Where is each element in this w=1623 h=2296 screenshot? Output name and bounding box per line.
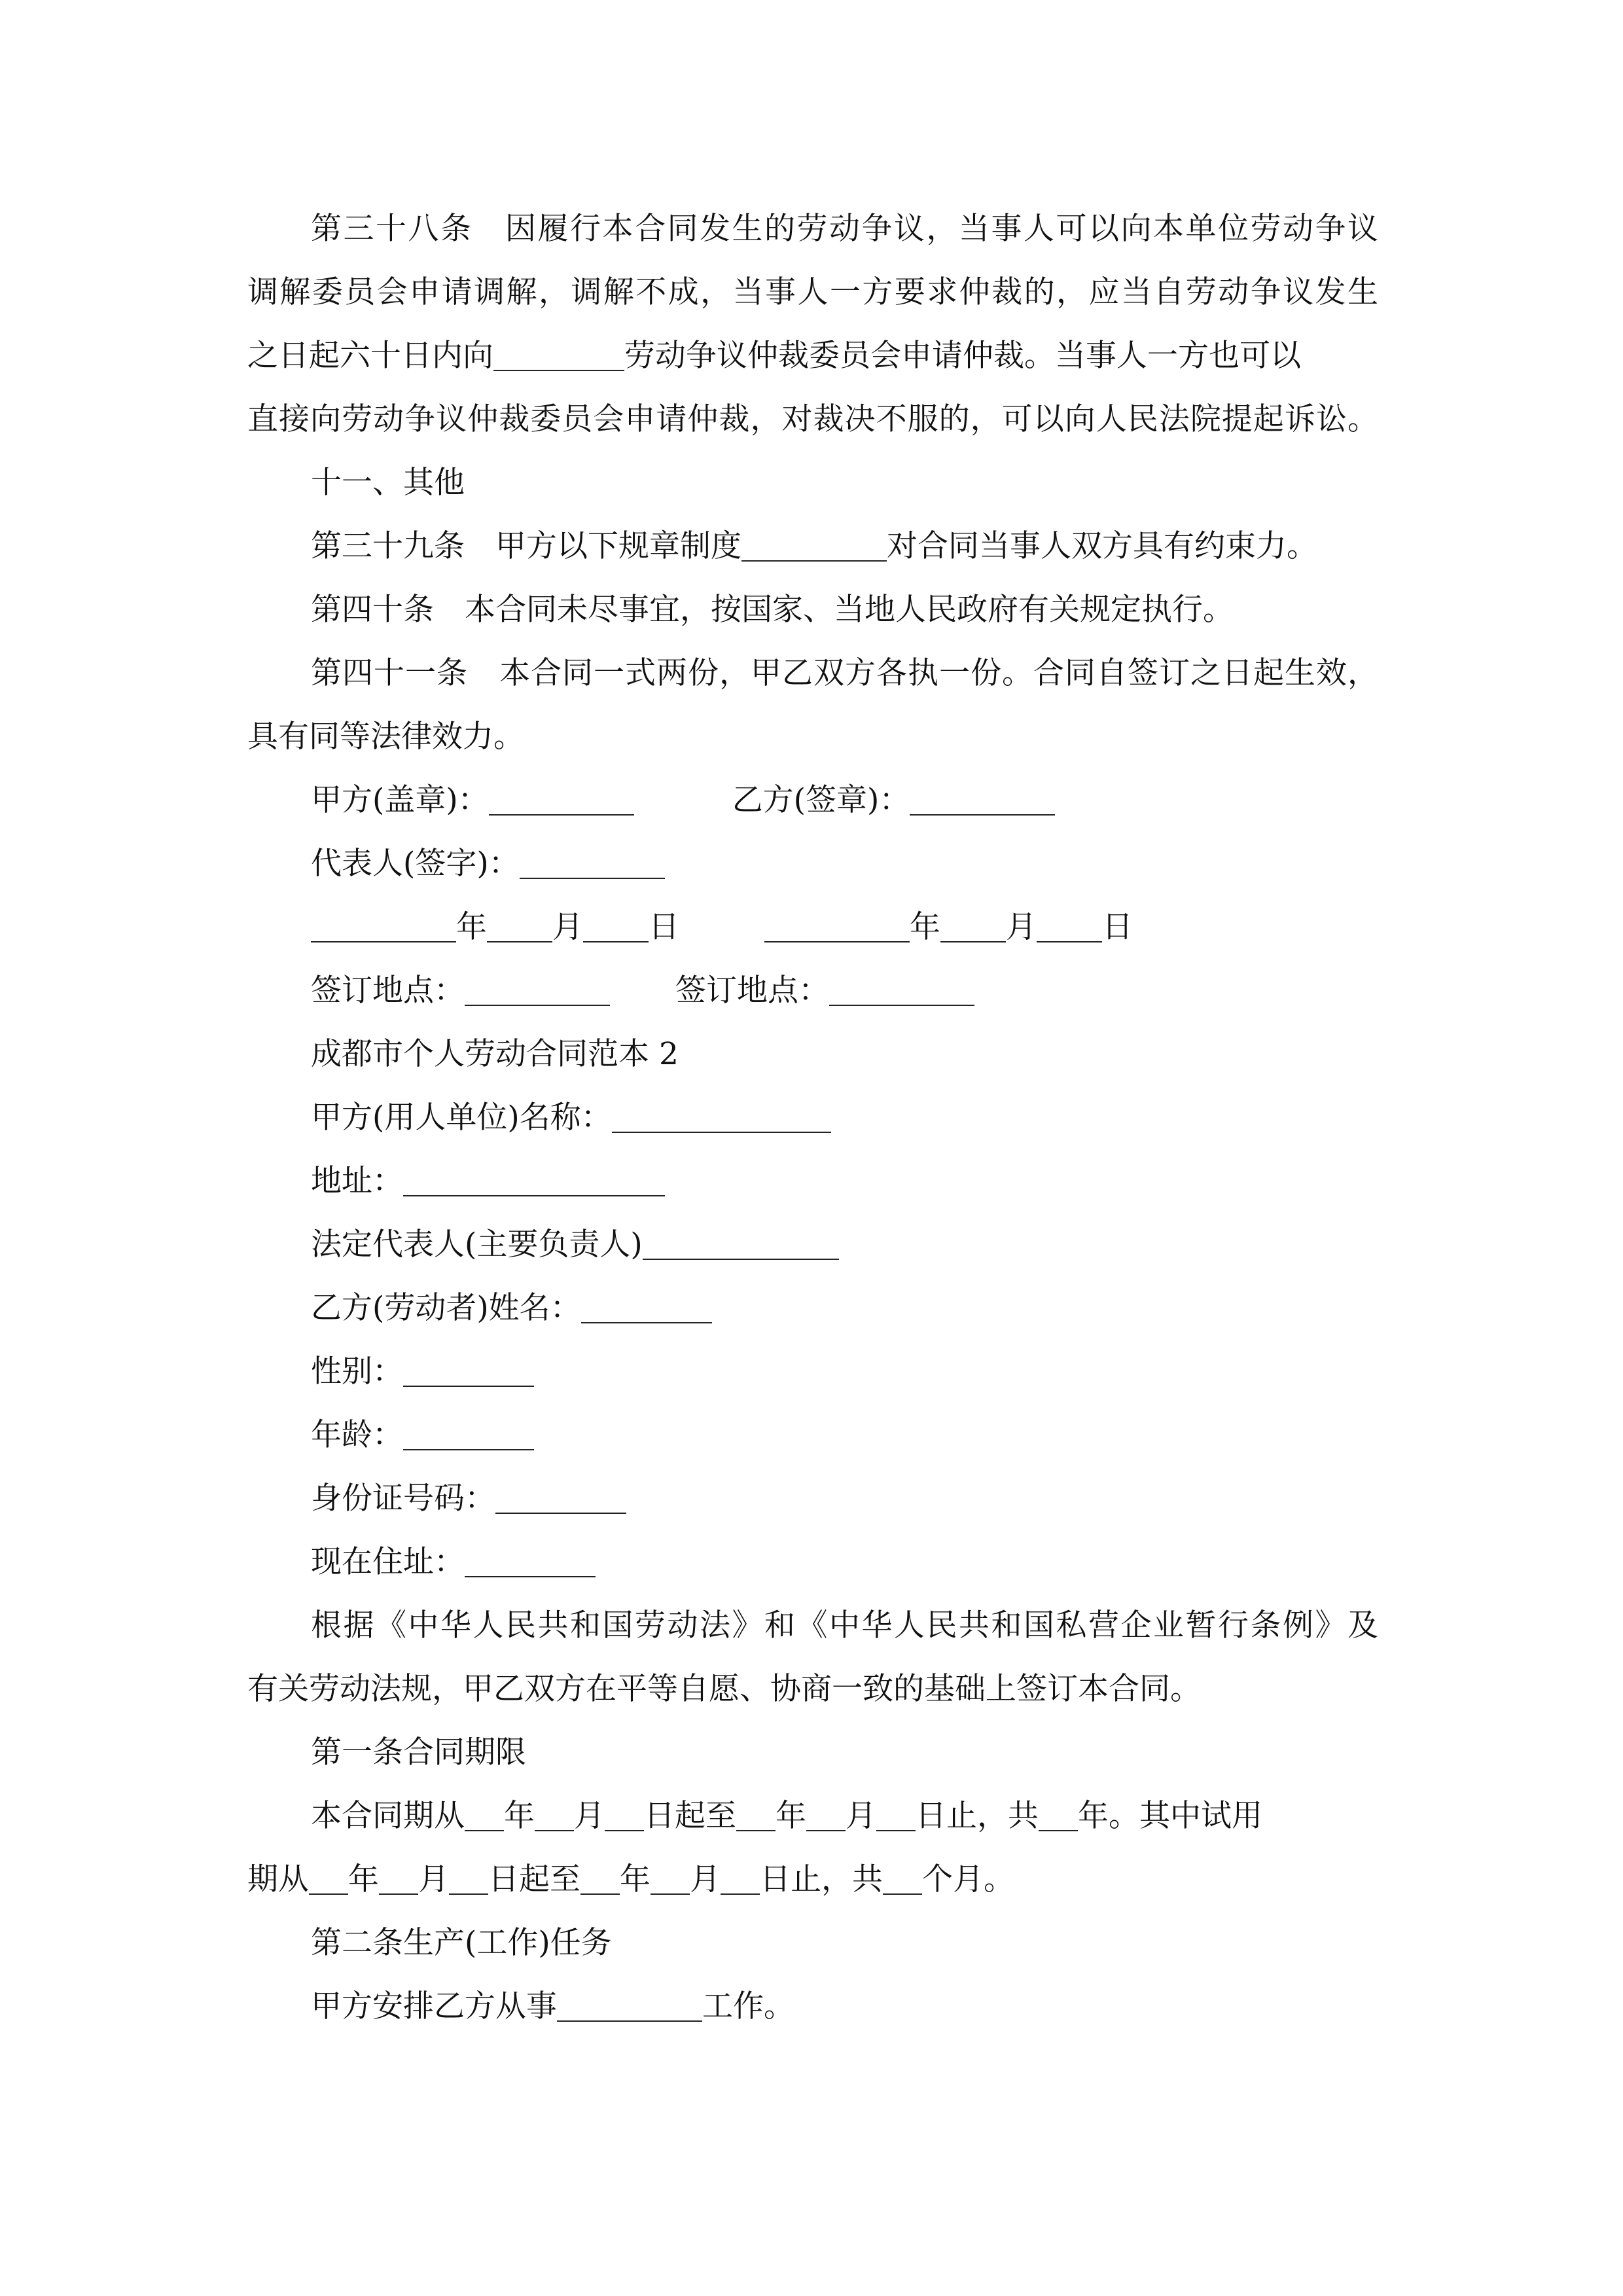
gender-blank xyxy=(403,1358,534,1387)
representative-label: 代表人(签字)： xyxy=(311,846,520,882)
party-b-place-blank xyxy=(829,977,974,1006)
employee-name-row xyxy=(311,1290,712,1326)
legal-rep-blank xyxy=(643,1231,839,1260)
arbitration-committee-blank xyxy=(493,342,624,371)
term-end-month-label: 月 xyxy=(846,1798,876,1834)
representative-blank xyxy=(520,850,665,879)
work-assignment-text-a: 甲方安排乙方从事 xyxy=(311,1988,557,2024)
party-b-sign-blank xyxy=(910,787,1055,816)
party-a-year-label: 年 xyxy=(456,909,487,945)
article-38-line-2: 调解委员会申请调解，调解不成，当事人一方要求仲裁的，应当自劳动争议发生 xyxy=(247,274,1378,310)
probation-start-month-blank xyxy=(379,1866,418,1895)
representative-row xyxy=(311,846,665,882)
term-start-month-blank xyxy=(535,1803,574,1831)
contract-2-title: 成都市个人劳动合同范本 2 xyxy=(311,1036,679,1072)
party-a-month-blank xyxy=(487,914,552,942)
term-start-year-blank xyxy=(465,1803,504,1831)
work-assignment-row xyxy=(311,1988,794,2024)
contract-term-line-1 xyxy=(311,1798,1262,1834)
article-38-line-3-text-a: 之日起六十日内向 xyxy=(247,338,493,374)
term-start-label: 本合同期从 xyxy=(311,1798,465,1834)
regulations-blank xyxy=(741,533,887,562)
article-41-line-1: 第四十一条 本合同一式两份，甲乙双方各执一份。合同自签订之日起生效， xyxy=(311,655,1378,691)
address-label: 地址： xyxy=(311,1163,403,1199)
employer-name-row xyxy=(311,1100,831,1136)
age-row xyxy=(311,1417,534,1453)
employee-name-blank xyxy=(581,1295,712,1323)
party-a-seal-blank xyxy=(489,787,634,816)
term-start-day-blank xyxy=(605,1803,644,1831)
article-40: 第四十条 本合同未尽事宜，按国家、当地人民政府有关规定执行。 xyxy=(311,592,1234,628)
party-a-month-label: 月 xyxy=(552,909,583,945)
probation-start-label: 期从 xyxy=(247,1861,309,1897)
article-38-line-1: 第三十八条 因履行本合同发生的劳动争议，当事人可以向本单位劳动争议 xyxy=(311,211,1378,247)
employer-name-label: 甲方(用人单位)名称： xyxy=(311,1100,612,1136)
party-b-day-blank xyxy=(1037,914,1102,942)
probation-start-month-label: 月 xyxy=(418,1861,449,1897)
term-end-month-blank xyxy=(806,1803,846,1831)
probation-from-label: 日起至 xyxy=(488,1861,580,1897)
legal-rep-label: 法定代表人(主要负责人) xyxy=(311,1227,643,1263)
term-until-label: 日止，共 xyxy=(916,1798,1039,1834)
article-39 xyxy=(311,528,1317,564)
article-38-line-4: 直接向劳动争议仲裁委员会申请仲裁，对裁决不服的，可以向人民法院提起诉讼。 xyxy=(247,401,1378,437)
probation-start-year-blank xyxy=(309,1866,348,1895)
sign-date-row xyxy=(311,909,1133,945)
party-b-place-label: 签订地点： xyxy=(675,973,829,1009)
employee-name-label: 乙方(劳动者)姓名： xyxy=(311,1290,581,1326)
address-blank xyxy=(403,1168,665,1196)
basis-line-1: 根据《中华人民共和国劳动法》和《中华人民共和国私营企业暂行条例》及 xyxy=(311,1607,1378,1643)
work-assignment-text-b: 工作。 xyxy=(702,1988,794,2024)
term-end-day-blank xyxy=(876,1803,916,1831)
current-address-row xyxy=(311,1544,596,1580)
party-b-day-label: 日 xyxy=(1102,909,1133,945)
probation-end-day-blank xyxy=(721,1866,760,1895)
article-39-text-b: 对合同当事人双方具有约束力。 xyxy=(887,528,1317,564)
term-years-blank xyxy=(1039,1803,1078,1831)
party-b-year-label: 年 xyxy=(910,909,940,945)
party-a-year-blank xyxy=(311,914,456,942)
contract-term-line-2 xyxy=(247,1861,1014,1897)
term-start-year-label: 年 xyxy=(504,1798,535,1834)
term-from-label: 日起至 xyxy=(644,1798,736,1834)
article-38-line-3 xyxy=(247,338,1301,374)
section-11-heading: 十一、其他 xyxy=(311,465,465,501)
party-a-place-label: 签订地点： xyxy=(311,973,465,1009)
legal-rep-row xyxy=(311,1227,839,1263)
probation-until-label: 日止，共 xyxy=(760,1861,883,1897)
probation-end-month-label: 月 xyxy=(690,1861,721,1897)
article-39-text-a: 第三十九条 甲方以下规章制度 xyxy=(311,528,741,564)
work-assignment-blank xyxy=(557,1993,702,2022)
term-years-end-label: 年。其中试用 xyxy=(1078,1798,1262,1834)
party-a-day-blank xyxy=(583,914,649,942)
id-number-label: 身份证号码： xyxy=(311,1480,495,1516)
party-b-sign-label: 乙方(签章)： xyxy=(732,782,910,818)
age-blank xyxy=(403,1422,534,1450)
article-41-line-2: 具有同等法律效力。 xyxy=(247,719,524,755)
id-number-blank xyxy=(495,1485,626,1514)
term-end-year-label: 年 xyxy=(776,1798,806,1834)
probation-months-blank xyxy=(883,1866,922,1895)
term-start-month-label: 月 xyxy=(574,1798,605,1834)
party-a-place-blank xyxy=(465,977,610,1006)
party-b-year-blank xyxy=(764,914,910,942)
party-b-month-label: 月 xyxy=(1006,909,1037,945)
employer-name-blank xyxy=(612,1104,831,1133)
current-address-blank xyxy=(465,1549,596,1577)
address-row xyxy=(311,1163,665,1199)
current-address-label: 现在住址： xyxy=(311,1544,465,1580)
probation-months-end-label: 个月。 xyxy=(922,1861,1014,1897)
sign-place-row xyxy=(311,973,974,1009)
age-label: 年龄： xyxy=(311,1417,403,1453)
party-b-month-blank xyxy=(940,914,1006,942)
probation-end-month-blank xyxy=(651,1866,690,1895)
basis-line-2: 有关劳动法规，甲乙双方在平等自愿、协商一致的基础上签订本合同。 xyxy=(247,1671,1201,1707)
article-1-heading: 第一条合同期限 xyxy=(311,1734,526,1770)
gender-row xyxy=(311,1354,534,1390)
term-end-year-blank xyxy=(736,1803,776,1831)
probation-start-year-label: 年 xyxy=(348,1861,379,1897)
id-number-row xyxy=(311,1480,626,1516)
article-38-line-3-text-b: 劳动争议仲裁委员会申请仲裁。当事人一方也可以 xyxy=(624,338,1301,374)
signature-parties-row xyxy=(311,782,1055,818)
gender-label: 性别： xyxy=(311,1354,403,1390)
party-a-seal-label: 甲方(盖章)： xyxy=(311,782,489,818)
probation-end-year-blank xyxy=(580,1866,620,1895)
party-a-day-label: 日 xyxy=(649,909,679,945)
probation-end-year-label: 年 xyxy=(620,1861,651,1897)
article-2-heading: 第二条生产(工作)任务 xyxy=(311,1925,612,1961)
probation-start-day-blank xyxy=(449,1866,488,1895)
